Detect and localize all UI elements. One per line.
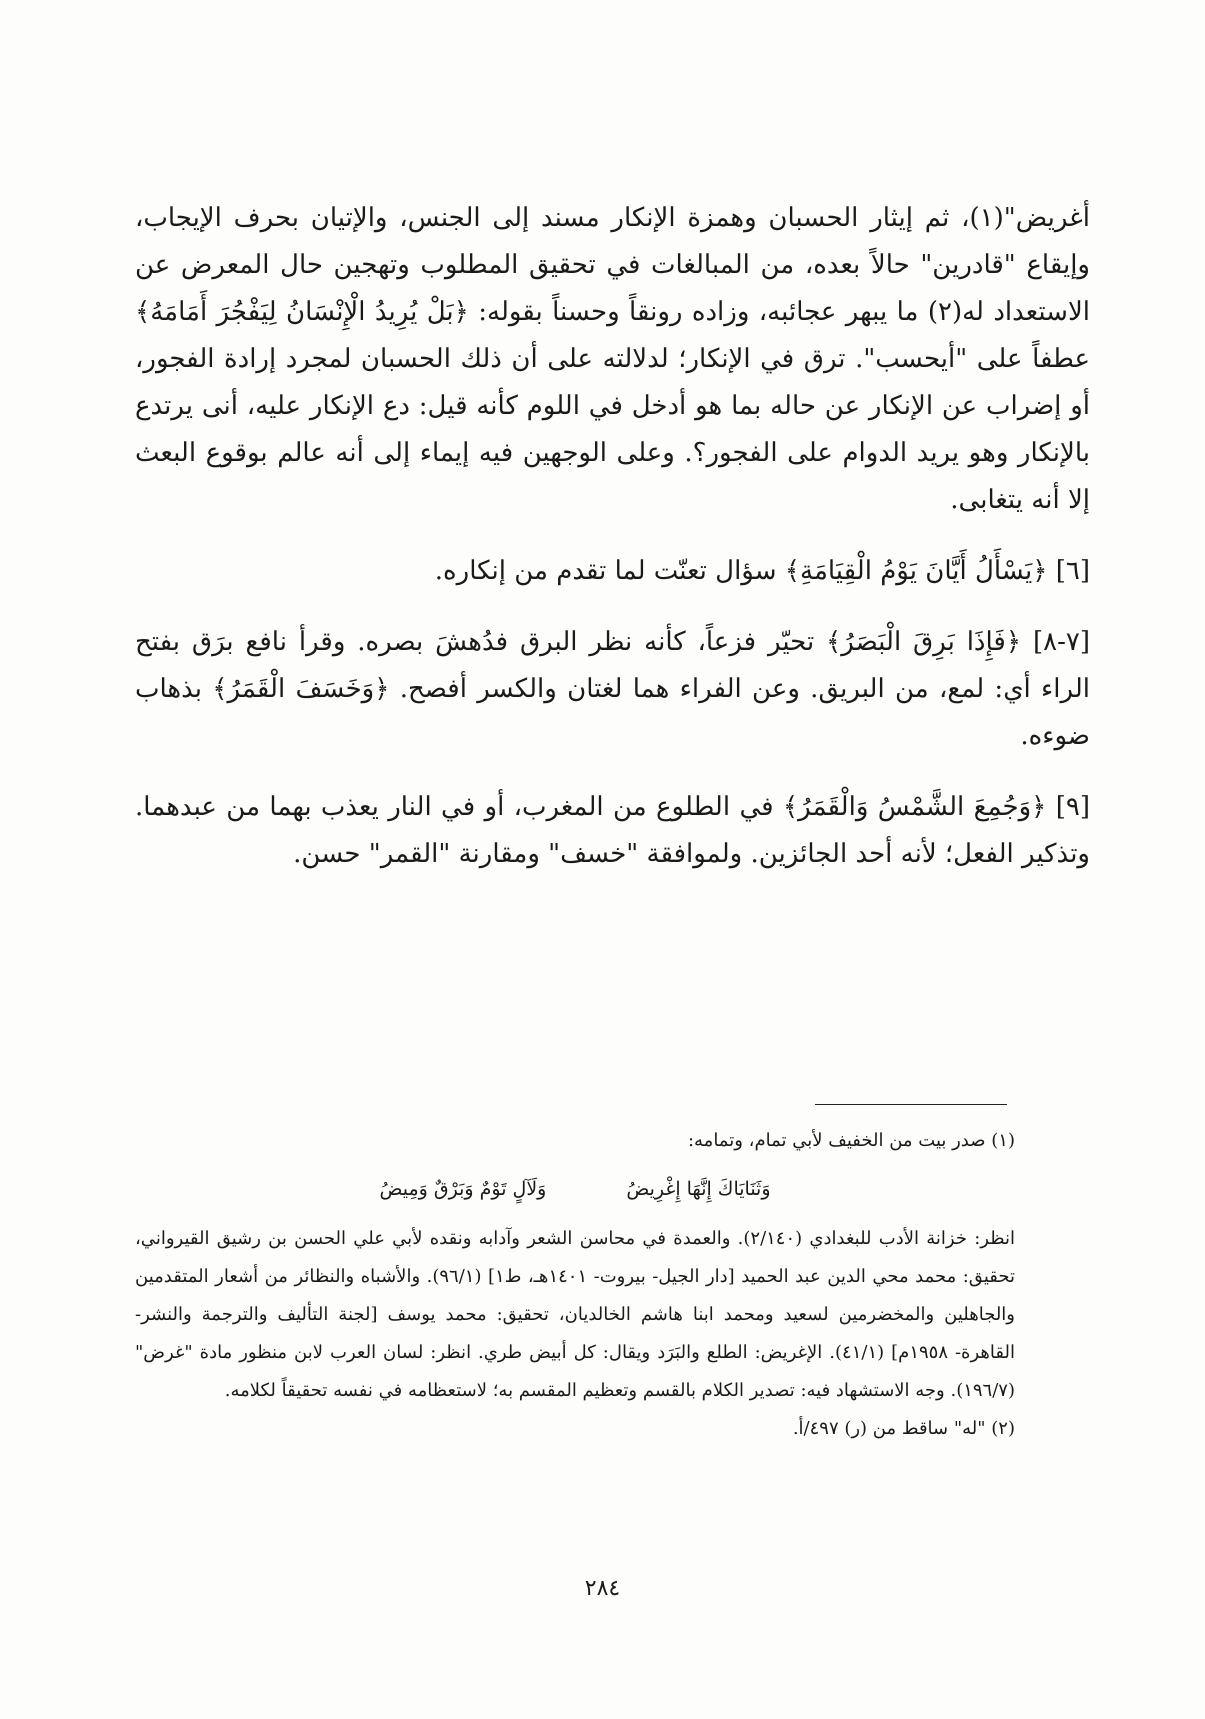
paragraph-verse-9: [٩] ﴿وَجُمِعَ الشَّمْسُ وَالْقَمَرُ﴾ في الطلوع من المغرب، أو في النار يعذب بهما من عبدهما. وتذكير الفعل؛ لأنه أحد الجائزين. ولموافقة "خسف" ومقارنة "القمر" حسن. <box>135 792 1090 869</box>
footnote-separator <box>815 1104 1007 1105</box>
poem-verse <box>135 1170 1015 1208</box>
paragraph-verse-7-8: [٧-٨] ﴿فَإِذَا بَرِقَ الْبَصَرُ﴾ تحيّر فزعاً، كأنه نظر البرق فدُهشَ بصره. وقرأ نافع برَق بفتح الراء أي: لمع، من البريق. وعن الفراء هما لغتان والكسر أفصح. ﴿وَخَسَفَ الْقَمَرُ﴾ بذهاب ضوءه. <box>135 627 1090 751</box>
footnote-1-intro: (١) صدر بيت من الخفيف لأبي تمام، وتمامه: <box>687 1130 1015 1151</box>
main-text <box>135 195 1090 878</box>
paragraph-verse-6: [٦] ﴿يَسْأَلُ أَيَّانَ يَوْمُ الْقِيَامَةِ﴾ سؤال تعنّت لما تقدم من إنكاره. <box>434 556 1090 586</box>
footnote-2: (٢) "له" ساقط من (ر) ٤٩٧/أ. <box>792 1418 1015 1439</box>
footnotes <box>135 1122 1015 1448</box>
footnote-1-references: انظر: خزانة الأدب للبغدادي (٢/١٤٠). والعمدة في محاسن الشعر وآدابه ونقده لأبي علي الحسن بن رشيق القيرواني، تحقيق: محمد محي الدين عبد الحميد [دار الجيل- بيروت- ١٤٠١هـ، ط١] (٩٦/١). والأشباه والنظائر من أشعار المتقدمين والجاهلين والمخضرمين لسعيد ومحمد ابنا هاشم الخالديان، تحقيق: محمد يوسف [لجنة التأليف والترجمة والنشر- القاهرة- ١٩٥٨م] (٤١/١). الإغريض: الطلع والبَرَد ويقال: كل أبيض طري. انظر: لسان العرب لابن منظور مادة "غرض" (١٩٦/٧). وجه الاستشهاد فيه: تصدير الكلام بالقسم وتعظيم المقسم به؛ لاستعظامه في نفسه تحقيقاً لكلامه. <box>135 1228 1015 1401</box>
verse-first-hemistich: وَثَنَايَاكَ إِنَّهَا إِغْرِيضُ <box>626 1178 771 1200</box>
verse-second-hemistich: وَلَآلٍ تَوْمٌ وَبَرْقٌ وَمِيضُ <box>379 1178 547 1200</box>
paragraph-1: أغريض"(١)، ثم إيثار الحسبان وهمزة الإنكار مسند إلى الجنس، والإتيان بحرف الإيجاب، وإيقاع "قادرين" حالاً بعده، من المبالغات في تحقيق المطلوب وتهجين حال المعرض عن الاستعداد له(٢) ما يبهر عجائبه، وزاده رونقاً وحسناً بقوله: ﴿بَلْ يُرِيدُ الْإِنْسَانُ لِيَفْجُرَ أَمَامَهُ﴾ عطفاً على "أيحسب". ترق في الإنكار؛ لدلالته على أن ذلك الحسبان لمجرد إرادة الفجور، أو إضراب عن الإنكار عن حاله بما هو أدخل في اللوم كأنه قيل: دع الإنكار عليه، أنى يرتدع بالإنكار وهو يريد الدوام على الفجور؟. وعلى الوجهين فيه إيماء إلى أنه عالم بوقوع البعث إلا أنه يتغابى. <box>135 203 1090 515</box>
page-number: ٢٨٤ <box>584 1576 621 1601</box>
